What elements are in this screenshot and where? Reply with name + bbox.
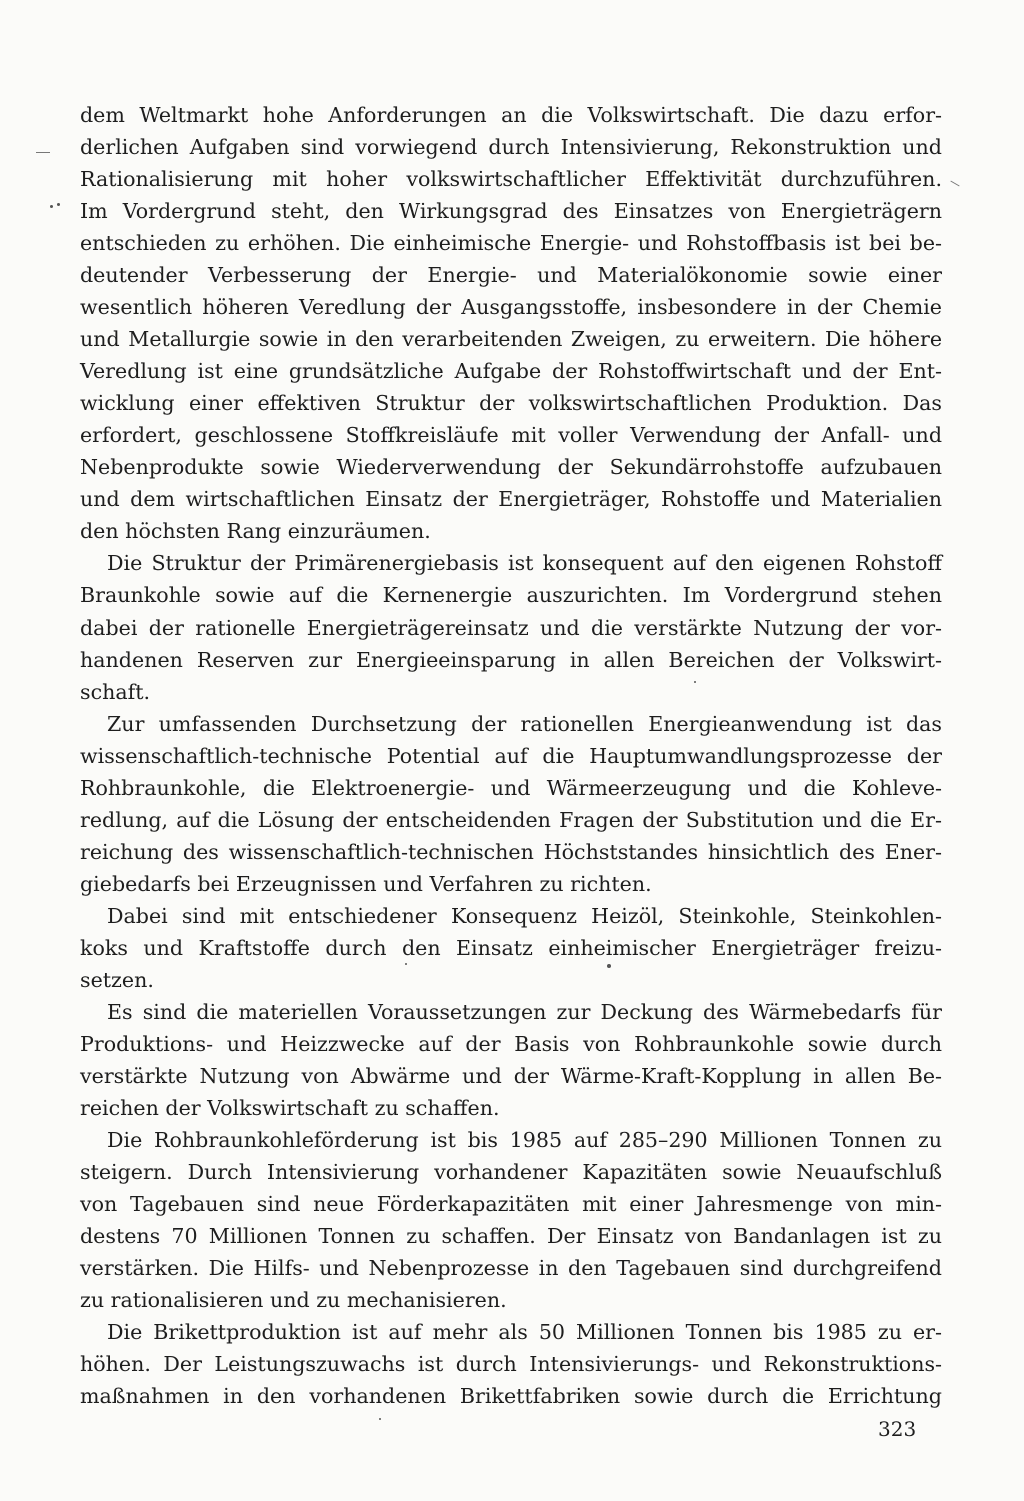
- text-line: verstärken. Die Hilfs- und Nebenprozesse in den Tagebauen sind durchgreifend: [80, 1256, 942, 1281]
- text-line: maßnahmen in den vorhandenen Brikettfabriken sowie durch die Errichtung: [80, 1384, 942, 1409]
- text-line: schaft.: [80, 679, 151, 704]
- scan-mark: [950, 181, 959, 187]
- text-line: Im Vordergrund steht, den Wirkungsgrad des Einsatzes von Energieträgern: [80, 199, 942, 224]
- paragraph-start-line: Es sind die materiellen Voraussetzungen zur Deckung des Wärmebedarfs für: [107, 999, 942, 1024]
- text-line: wicklung einer effektiven Struktur der volkswirtschaftlichen Produktion. Das: [80, 391, 942, 416]
- scan-mark: [36, 152, 50, 153]
- text-line: dem Weltmarkt hohe Anforderungen an die Volkswirtschaft. Die dazu erfor-: [80, 103, 942, 127]
- text-line: destens 70 Millionen Tonnen zu schaffen. Der Einsatz von Bandanlagen ist zu: [80, 1224, 942, 1249]
- text-line: reichen der Volkswirtschaft zu schaffen.: [80, 1095, 500, 1120]
- paragraph-start-line: Die Rohbraunkohleförderung ist bis 1985 auf 285–290 Millionen Tonnen zu: [107, 1128, 942, 1152]
- text-line: und dem wirtschaftlichen Einsatz der Energieträger, Rohstoffe und Materialien: [80, 487, 942, 512]
- text-line: reichung des wissenschaftlich-technischen Höchststandes hinsichtlich des Ener-: [80, 839, 942, 864]
- text-line: verstärkte Nutzung von Abwärme und der Wärme-Kraft-Kopplung in allen Be-: [80, 1063, 942, 1088]
- scan-speck: [57, 203, 60, 206]
- scan-speck: [694, 681, 696, 683]
- paragraph-start-line: Die Struktur der Primärenergiebasis ist konsequent auf den eigenen Rohstoff: [107, 551, 942, 576]
- paragraph-start-line: Zur umfassenden Durchsetzung der rationellen Energieanwendung ist das: [107, 711, 942, 736]
- text-line: steigern. Durch Intensivierung vorhandener Kapazitäten sowie Neuaufschluß: [80, 1160, 942, 1185]
- text-line: redlung, auf die Lösung der entscheidenden Fragen der Substitution und die Er-: [80, 807, 942, 832]
- text-line: entschieden zu erhöhen. Die einheimische Energie- und Rohstoffbasis ist bei be-: [80, 231, 942, 256]
- paragraph-start-line: Die Brikettproduktion ist auf mehr als 50 Millionen Tonnen bis 1985 zu er-: [107, 1320, 942, 1345]
- text-line: höhen. Der Leistungszuwachs ist durch Intensivierungs- und Rekonstruktions-: [80, 1352, 942, 1377]
- scan-speck: [607, 964, 611, 968]
- text-line: Rohbraunkohle, die Elektroenergie- und Wärmeerzeugung und die Kohleve-: [80, 775, 942, 800]
- text-line: wesentlich höheren Veredlung der Ausgangsstoffe, insbesondere in der Chemie: [80, 295, 942, 320]
- text-line: handenen Reserven zur Energieeinsparung in allen Bereichen der Volkswirt-: [80, 647, 942, 672]
- text-line: koks und Kraftstoffe durch den Einsatz einheimischer Energieträger freizu-: [80, 935, 942, 960]
- text-line: Rationalisierung mit hoher volkswirtschaftlicher Effektivität durchzuführen.: [80, 167, 942, 192]
- text-line: Veredlung ist eine grundsätzliche Aufgabe der Rohstoffwirtschaft und der Ent-: [80, 359, 942, 384]
- text-line: Braunkohle sowie auf die Kernenergie auszurichten. Im Vordergrund stehen: [80, 583, 942, 608]
- text-line: setzen.: [80, 967, 154, 992]
- text-line: erfordert, geschlossene Stoffkreisläufe mit voller Verwendung der Anfall- und: [80, 423, 942, 448]
- text-line: deutender Verbesserung der Energie- und Materialökonomie sowie einer: [80, 263, 942, 288]
- text-line: Nebenprodukte sowie Wiederverwendung der Sekundärrohstoffe aufzubauen: [80, 455, 942, 480]
- text-line: giebedarfs bei Erzeugnissen und Verfahren zu richten.: [80, 871, 652, 896]
- paragraph-start-line: Dabei sind mit entschiedener Konsequenz Heizöl, Steinkohle, Steinkohlen-: [107, 903, 942, 928]
- text-line: zu rationalisieren und zu mechanisieren.: [80, 1288, 507, 1313]
- page-number: 323: [878, 1417, 917, 1441]
- scan-speck: [405, 963, 407, 965]
- text-line: und Metallurgie sowie in den verarbeitenden Zweigen, zu erweitern. Die höhere: [80, 327, 942, 352]
- text-line: wissenschaftlich-technische Potential auf die Hauptumwandlungsprozesse der: [80, 743, 942, 768]
- scan-speck: [50, 205, 53, 208]
- text-line: von Tagebauen sind neue Förderkapazitäten mit einer Jahresmenge von min-: [80, 1192, 942, 1217]
- text-line: dabei der rationelle Energieträgereinsatz und die verstärkte Nutzung der vor-: [80, 615, 942, 640]
- text-line: den höchsten Rang einzuräumen.: [80, 519, 431, 544]
- text-line: derlichen Aufgaben sind vorwiegend durch Intensivierung, Rekonstruktion und: [80, 135, 942, 160]
- text-line: Produktions- und Heizzwecke auf der Basis von Rohbraunkohle sowie durch: [80, 1031, 942, 1056]
- scan-speck: [379, 1418, 381, 1420]
- page-body: [80, 99, 942, 1412]
